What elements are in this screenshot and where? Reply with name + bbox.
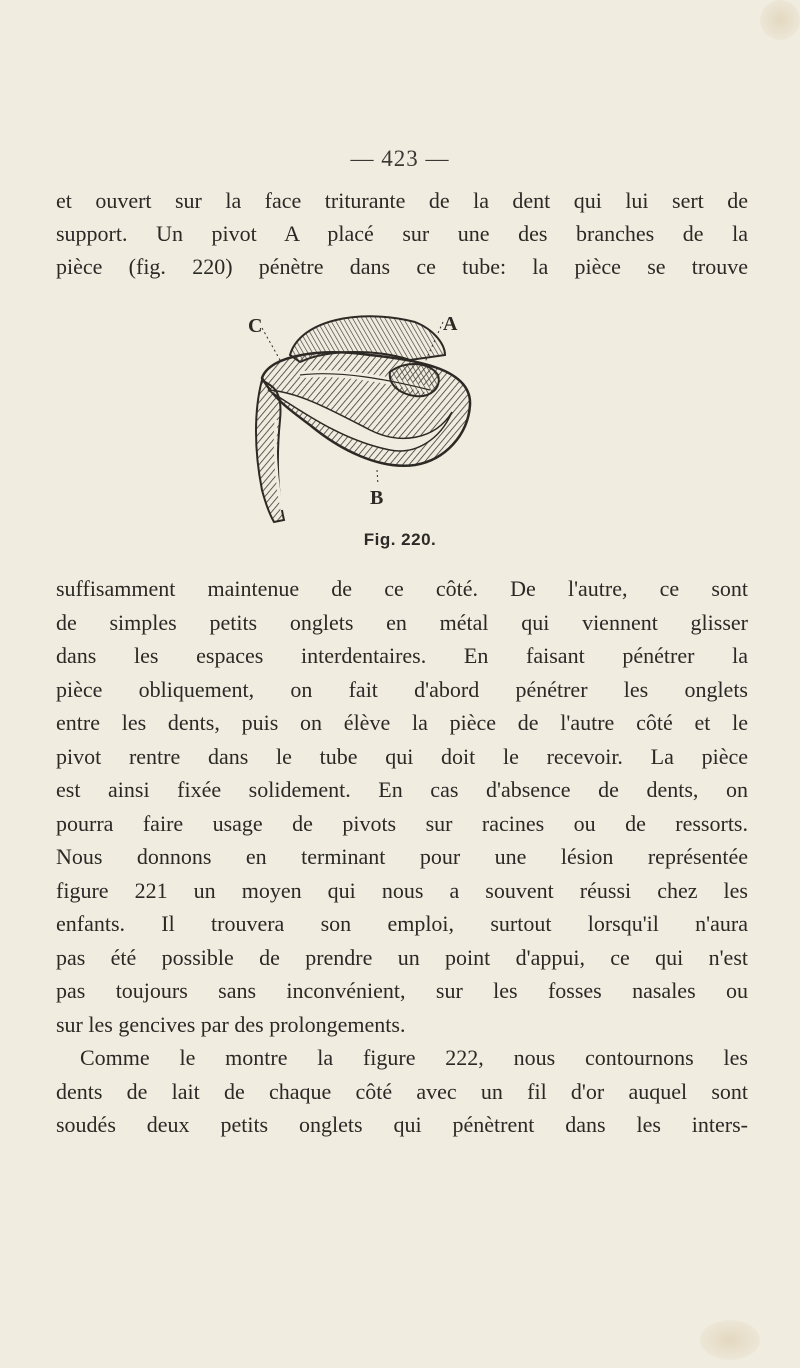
- figure-label-b: B: [370, 487, 384, 509]
- text-line: de simples petits onglets en métal qui viennent glisser: [56, 609, 748, 635]
- text-line: pièce obliquement, on fait d'abord pénétrer les onglets: [56, 676, 748, 702]
- text-line: suffisamment maintenue de ce côté. De l'autre, ce sont: [56, 576, 748, 601]
- text-line: pièce (fig. 220) pénètre dans ce tube: la pièce se trouve: [56, 254, 748, 279]
- figure-caption: Fig. 220.: [363, 530, 437, 549]
- figure-label-a: A: [443, 313, 458, 335]
- paper-stain: [700, 1320, 760, 1360]
- text-line: pivot rentre dans le tube qui doit le recevoir. La pièce: [56, 743, 748, 769]
- text-line: pourra faire usage de pivots sur racines ou de ressorts.: [56, 810, 748, 836]
- text-line: soudés deux petits onglets qui pénètrent dans les inters-: [56, 1112, 748, 1137]
- text-line: sur les gencives par des prolongements.: [56, 1011, 406, 1037]
- text-line: pas toujours sans inconvénient, sur les fosses nasales ou: [56, 978, 748, 1003]
- paper-stain: [760, 0, 800, 40]
- dental-appliance-illustration: [240, 300, 490, 530]
- text-line: dents de lait de chaque côté avec un fil d'or auquel sont: [56, 1078, 748, 1104]
- text-line: Comme le montre la figure 222, nous contournons les: [80, 1045, 748, 1070]
- text-line: pas été possible de prendre un point d'appui, ce qui n'est: [56, 944, 748, 970]
- text-line: est ainsi fixée solidement. En cas d'absence de dents, on: [56, 777, 748, 802]
- text-line: dans les espaces interdentaires. En faisant pénétrer la: [56, 643, 748, 668]
- paragraph-top: [56, 184, 748, 283]
- text-line: enfants. Il trouvera son emploi, surtout lorsqu'il n'aura: [56, 911, 748, 936]
- text-line: entre les dents, puis on élève la pièce de l'autre côté et le: [56, 710, 748, 735]
- page-number: — 423 —: [350, 146, 450, 171]
- text-line: et ouvert sur la face triturante de la dent qui lui sert de: [56, 188, 748, 213]
- dental-appliance-figure: [240, 300, 490, 530]
- text-line: Nous donnons en terminant pour une lésion représentée: [56, 844, 748, 869]
- paragraph-main: [56, 572, 748, 1142]
- figure-label-c: C: [248, 315, 263, 337]
- text-line: figure 221 un moyen qui nous a souvent réussi chez les: [56, 877, 748, 903]
- text-line: support. Un pivot A placé sur une des branches de la: [56, 221, 748, 246]
